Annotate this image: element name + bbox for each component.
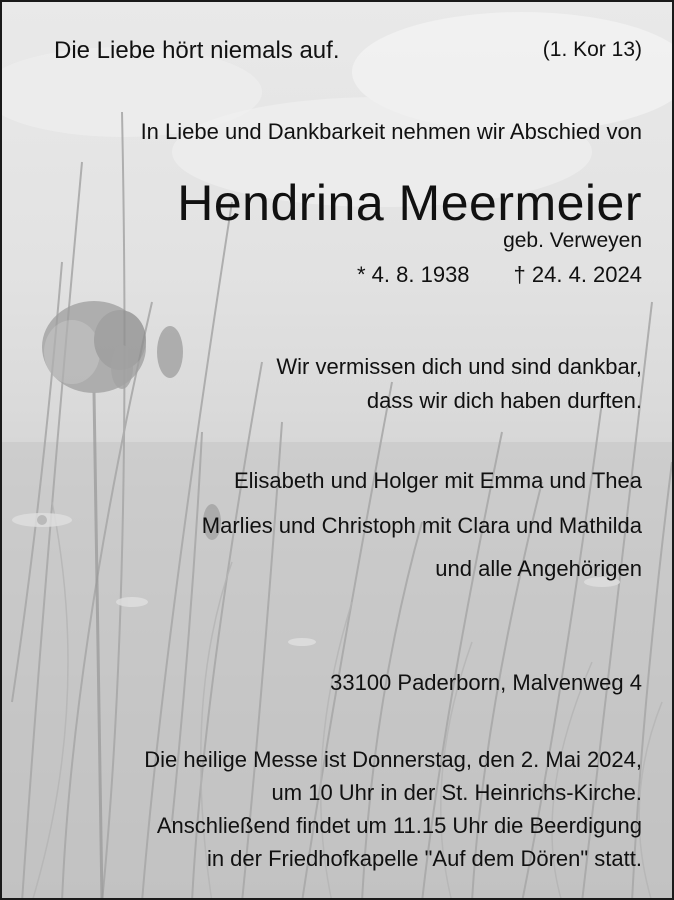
birth-name: geb. Verweyen: [503, 229, 642, 252]
service-info-line: in der Friedhofkapelle "Auf dem Dören" statt.: [206, 846, 642, 871]
service-info-line: um 10 Uhr in der St. Heinrichs-Kirche.: [271, 780, 642, 805]
service-info-line: Anschließend findet um 11.15 Uhr die Beerdigung: [156, 813, 642, 838]
mourner-line: Marlies und Christoph mit Clara und Mathilda: [201, 513, 642, 538]
bible-verse-reference: (1. Kor 13): [542, 38, 642, 61]
message-line: Wir vermissen dich und sind dankbar,: [276, 354, 642, 379]
mourner-line: Elisabeth und Holger mit Emma und Thea: [233, 468, 642, 493]
life-dates: [357, 264, 642, 286]
mourner-line: und alle Angehörigen: [435, 556, 642, 581]
death-date: † 24. 4. 2024: [513, 262, 642, 287]
birth-date: * 4. 8. 1938: [357, 262, 470, 287]
motto-quote: Die Liebe hört niemals auf.: [54, 37, 340, 64]
service-info-line: Die heilige Messe ist Donnerstag, den 2. Mai 2024,: [144, 747, 642, 772]
family-address: 33100 Paderborn, Malvenweg 4: [330, 670, 642, 695]
deceased-name: Hendrina Meermeier: [177, 175, 642, 231]
message-line: dass wir dich haben durften.: [366, 388, 642, 413]
intro-line: In Liebe und Dankbarkeit nehmen wir Abschied von: [140, 119, 642, 144]
